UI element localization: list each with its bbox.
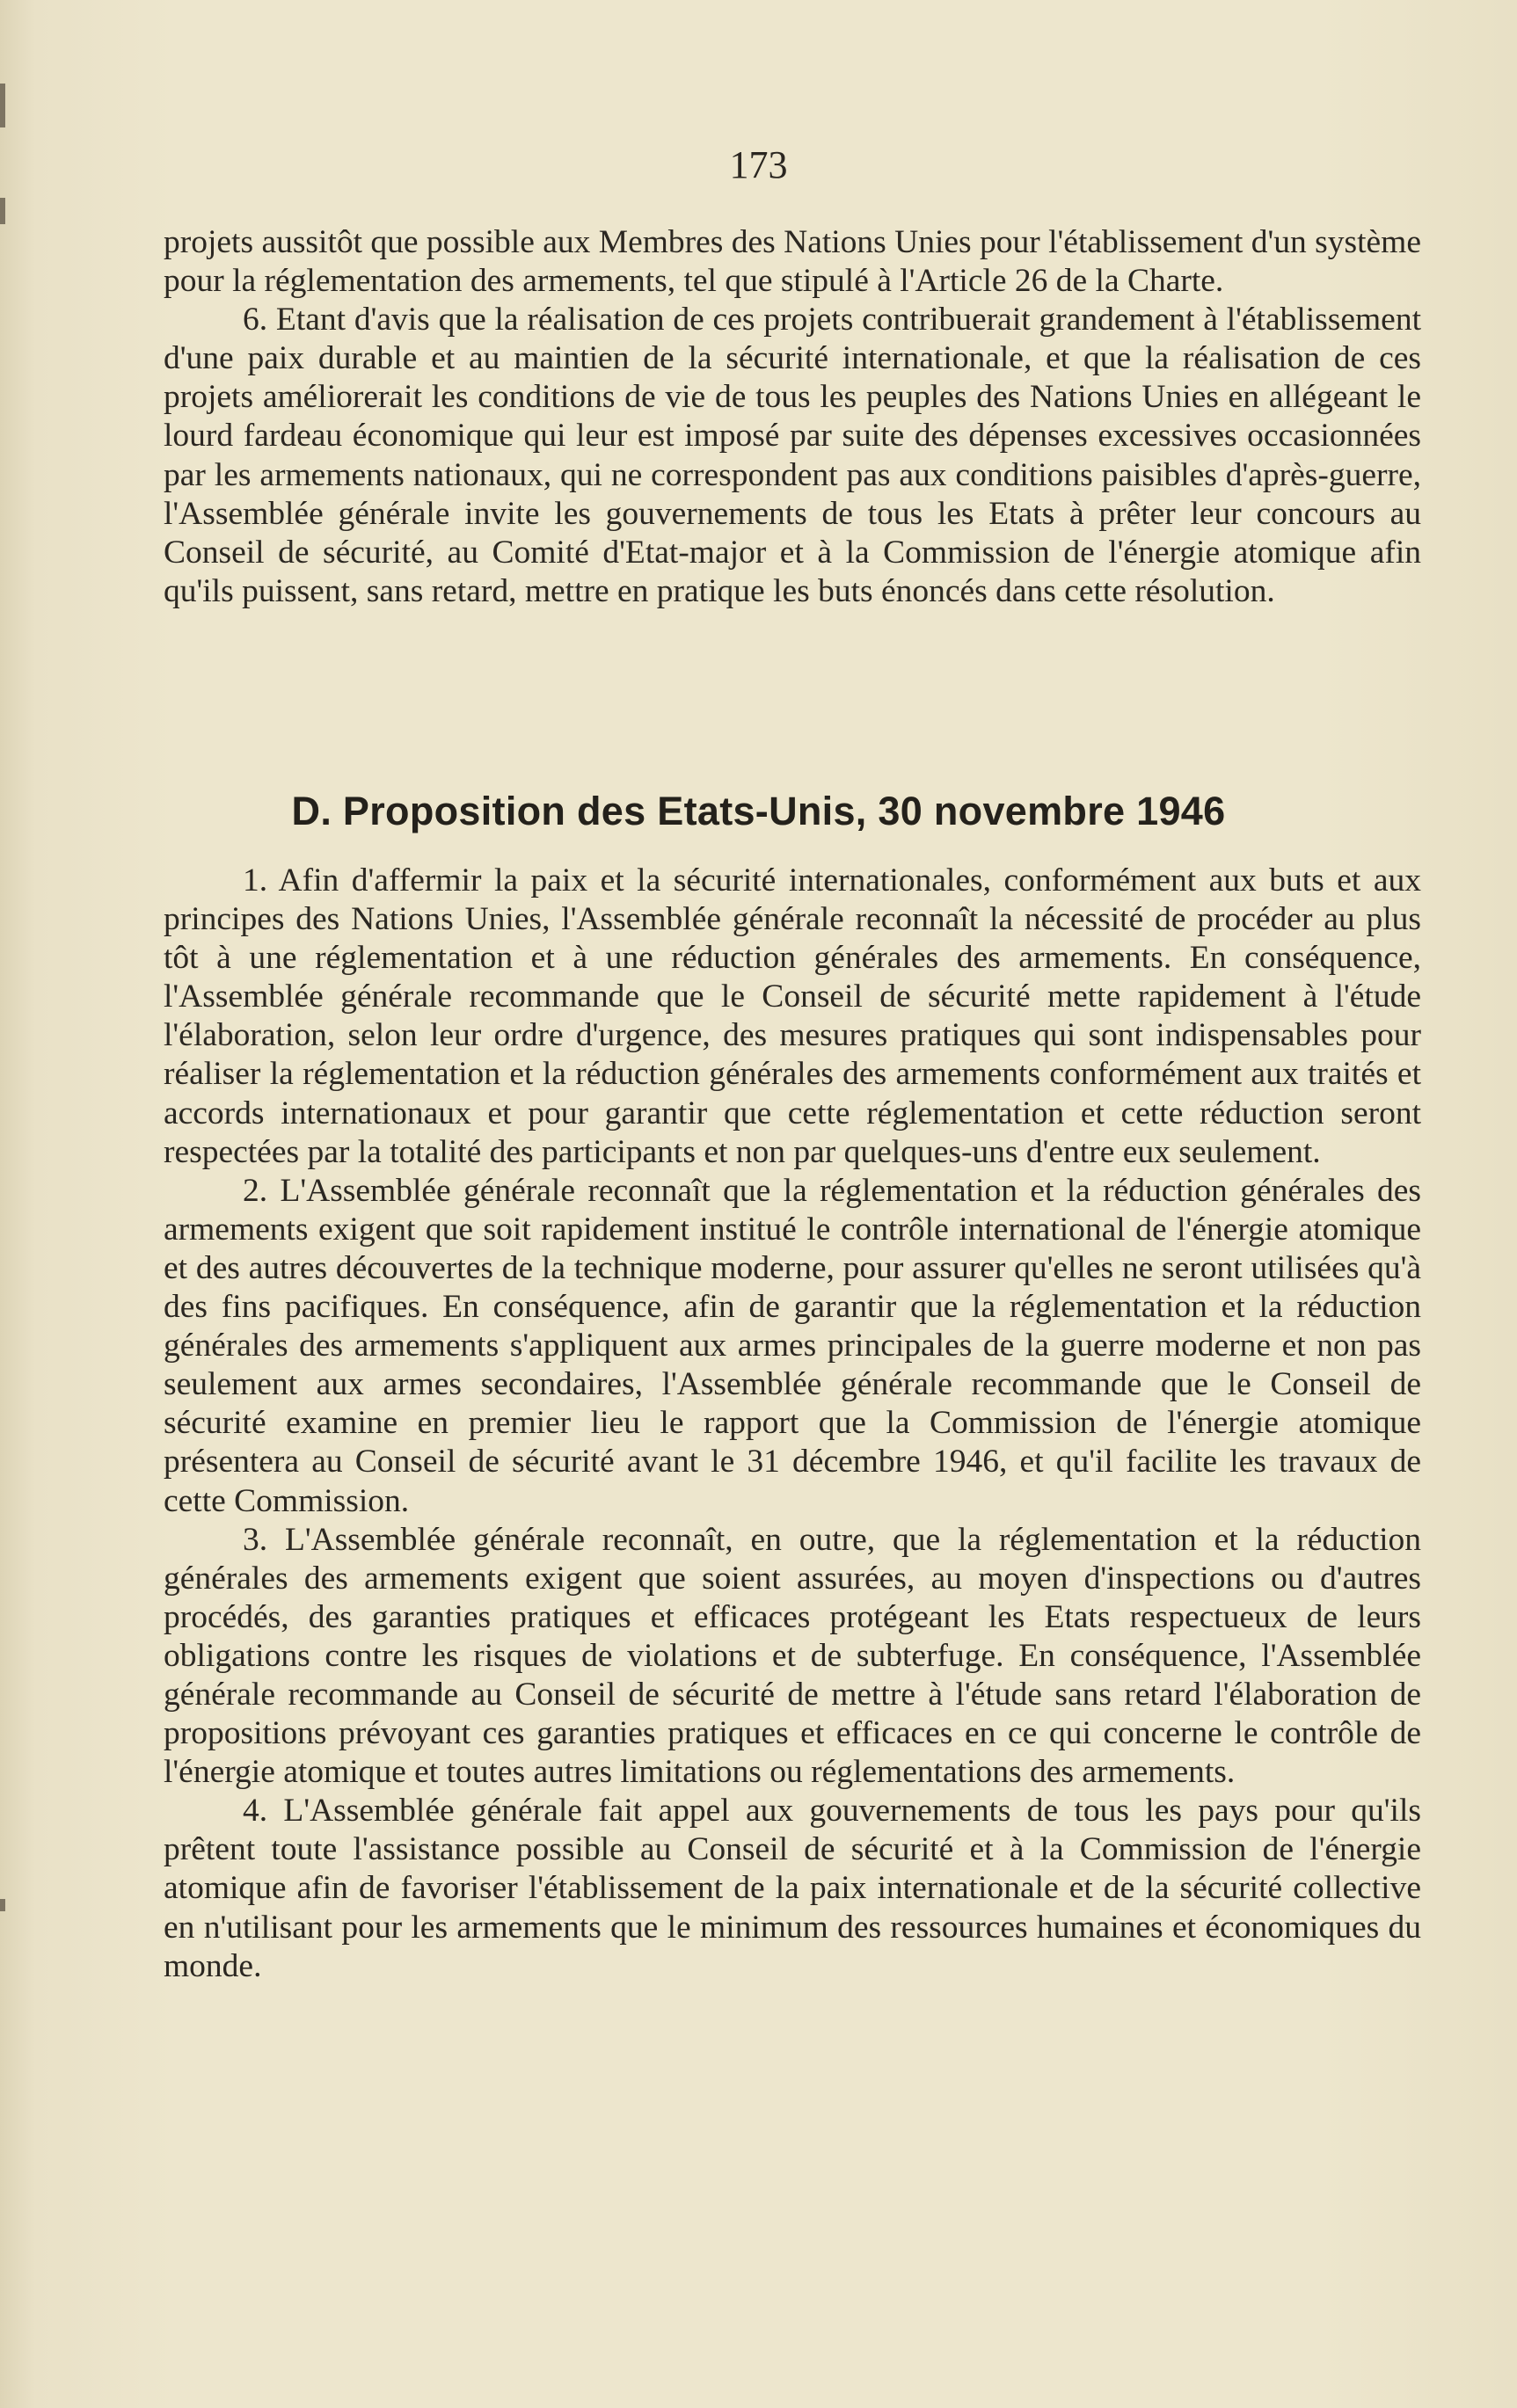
- paragraph-6: 6. Etant d'avis que la réalisation de ces projets contribuerait grandement à l'établissement d'une paix durable et au maintien de la sécurité internationale, et que la réalisation de ces projets améliorerait les conditions de vie de tous les peuples des Nations Unies en allégeant le lourd fardeau économique qui leur est imposé par suite des dépenses excessives occasionnées par les armements nationaux, qui ne correspondent pas aux conditions paisibles d'après-guerre, l'Assemblée générale invite les gouvernements de tous les Etats à prêter leur concours au Conseil de sécurité, au Comité d'Etat-major et à la Commission de l'énergie atomique afin qu'ils puissent, sans retard, mettre en pratique les buts énoncés dans cette résolution.: [164, 302, 1421, 609]
- binding-edge-mark: [0, 1899, 5, 1911]
- binding-edge-mark: [0, 198, 5, 224]
- section-heading: D. Proposition des Etats-Unis, 30 novembre 1946: [291, 789, 1226, 833]
- top-text-block: [164, 223, 1421, 611]
- page-number: 173: [729, 143, 788, 186]
- section-paragraph-2: 2. L'Assemblée générale reconnaît que la réglementation et la réduction générales des armements exigent que soit rapidement institué le contrôle international de l'énergie atomique et des autres découvertes de la technique moderne, pour assurer qu'elles ne seront utilisées qu'à des fins pacifiques. En conséquence, afin de garantir que la réglementation et la réduction générales des armements s'appliquent aux armes principales de la guerre moderne et non pas seulement aux armes secondaires, l'Assemblée générale recommande que le Conseil de sécurité examine en premier lieu le rapport que la Commission de l'énergie atomique présentera au Conseil de sécurité avant le 31 décembre 1946, et qu'il facilite les travaux de cette Commission.: [164, 1172, 1421, 1519]
- section-paragraph-1: 1. Afin d'affermir la paix et la sécurité internationales, conformément aux buts et aux principes des Nations Unies, l'Assemblée générale reconnaît la nécessité de procéder au plus tôt à une réglementation et à une réduction générales des armements. En conséquence, l'Assemblée générale recommande que le Conseil de sécurité mette rapidement à l'étude l'élaboration, selon leur ordre d'urgence, des mesures pratiques qui sont indispensables pour réaliser la réglementation et la réduction générales des armements conformément aux traités et accords internationaux et pour garantir que cette réglementation et cette réduction seront respectées par la totalité des participants et non par quelques-uns d'entre eux seulement.: [164, 862, 1421, 1170]
- section-paragraph-3: 3. L'Assemblée générale reconnaît, en outre, que la réglementation et la réduction générales des armements exigent que soient assurées, au moyen d'inspections ou d'autres procédés, des garanties pratiques et efficaces protégeant les Etats respectueux de leurs obligations contre les risques de violations et de subterfuge. En conséquence, l'Assemblée générale recommande au Conseil de sécurité de mettre à l'étude sans retard l'élaboration de propositions prévoyant ces garanties pratiques et efficaces en ce qui concerne le contrôle de l'énergie atomique et toutes autres limitations ou réglementations des armements.: [164, 1521, 1421, 1791]
- binding-edge-mark: [0, 84, 5, 127]
- section-paragraph-4: 4. L'Assemblée générale fait appel aux gouvernements de tous les pays pour qu'ils prêtent toute l'assistance possible au Conseil de sécurité et à la Commission de l'énergie atomique afin de favoriser l'établissement de la paix internationale et de la sécurité collective en n'utilisant pour les armements que le minimum des ressources humaines et économiques du monde.: [164, 1793, 1421, 1984]
- section-d-text-block: [164, 862, 1421, 1986]
- continuation-paragraph: projets aussitôt que possible aux Membres des Nations Unies pour l'établissement d'un système pour la réglementation des armements, tel que stipulé à l'Article 26 de la Charte.: [164, 224, 1421, 300]
